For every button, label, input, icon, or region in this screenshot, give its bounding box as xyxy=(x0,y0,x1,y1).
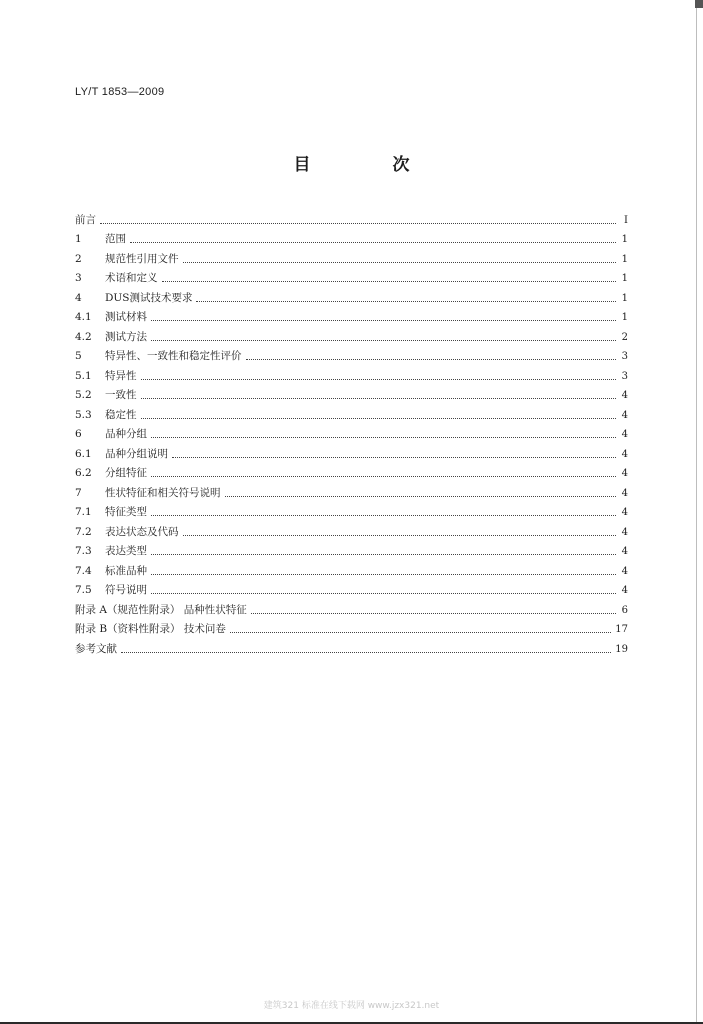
toc-entry[interactable] xyxy=(75,578,628,598)
toc-entry-page: 4 xyxy=(621,526,628,538)
toc-leader-dots xyxy=(230,631,611,633)
toc-leader-dots xyxy=(151,436,616,438)
toc-entry-title: DUS测试技术要求 xyxy=(105,291,193,304)
toc-entry-page: 4 xyxy=(621,390,628,401)
toc-entry-title: 测试材料 xyxy=(105,311,147,323)
toc-leader-dots xyxy=(246,358,617,360)
toc-entry-number: 6.1 xyxy=(75,447,92,460)
toc-leader-dots xyxy=(172,456,616,458)
toc-entry-number: 1 xyxy=(75,233,82,245)
toc-entry[interactable] xyxy=(75,597,628,617)
toc-entry-title: 规范性引用文件 xyxy=(105,252,179,265)
toc-leader-dots xyxy=(151,592,616,594)
toc-leader-dots xyxy=(183,261,617,263)
toc-leader-dots xyxy=(251,612,616,614)
toc-entry-number: 5.1 xyxy=(75,369,92,382)
toc-entry[interactable] xyxy=(75,539,628,559)
toc-entry-title: 性状特征和相关符号说明 xyxy=(105,486,221,499)
toc-entry-title: 品种分组 xyxy=(105,428,147,440)
toc-leader-dots xyxy=(151,319,616,321)
toc-entry-title: 品种分组说明 xyxy=(105,447,168,460)
toc-entry-title: 术语和定义 xyxy=(105,272,158,284)
toc-entry-page: 4 xyxy=(621,409,628,421)
toc-entry[interactable] xyxy=(75,480,628,500)
toc-entry-number: 7.2 xyxy=(75,525,92,538)
toc-entry[interactable] xyxy=(75,207,628,227)
standard-code: LY/T 1853—2009 xyxy=(75,86,165,98)
toc-entry-number: 4.2 xyxy=(75,330,92,343)
toc-entry-page: Ⅰ xyxy=(624,214,628,226)
toc-entry-page: 1 xyxy=(621,273,628,284)
toc-entry-title: 范围 xyxy=(105,233,126,245)
footer-watermark: 建筑321 标准在线下载网 www.jzx321.net xyxy=(263,1001,440,1011)
toc-entry-page: 3 xyxy=(621,370,628,382)
toc-entry-page: 4 xyxy=(621,565,628,577)
toc-entry-page: 4 xyxy=(621,487,628,499)
toc-entry-title: 特异性、一致性和稳定性评价 xyxy=(105,350,242,362)
toc-leader-dots xyxy=(151,339,616,341)
toc-entry[interactable] xyxy=(75,636,628,656)
toc-entry-page: 3 xyxy=(621,351,628,362)
toc-entry-title: 分组特征 xyxy=(105,467,147,479)
toc-leader-dots xyxy=(151,514,616,516)
toc-entry-number: 7.1 xyxy=(75,506,92,518)
toc-entry[interactable] xyxy=(75,461,628,481)
toc-entry-page: 17 xyxy=(615,624,628,635)
toc-entry[interactable] xyxy=(75,383,628,403)
toc-entry[interactable] xyxy=(75,402,628,422)
toc-entry-page: 1 xyxy=(621,292,628,304)
toc-entry-page: 6 xyxy=(621,604,628,616)
toc-entry[interactable] xyxy=(75,500,628,520)
toc-entry-number: 3 xyxy=(75,272,82,284)
toc-entry[interactable] xyxy=(75,285,628,305)
toc-leader-dots xyxy=(130,241,616,243)
toc-entry-page: 1 xyxy=(621,253,628,265)
toc-leader-dots xyxy=(141,378,617,380)
toc-entry-title: 附录 A（规范性附录） 品种性状特征 xyxy=(75,603,247,616)
toc-entry-page: 4 xyxy=(621,468,628,479)
toc-entry-page: 1 xyxy=(621,312,628,323)
toc-entry[interactable] xyxy=(75,344,628,364)
toc-entry[interactable] xyxy=(75,519,628,539)
toc-entry[interactable] xyxy=(75,227,628,247)
toc-entry-number: 5.2 xyxy=(75,389,92,401)
toc-entry[interactable] xyxy=(75,324,628,344)
toc-leader-dots xyxy=(151,553,616,555)
toc-entry-page: 1 xyxy=(621,234,628,245)
toc-leader-dots xyxy=(196,300,616,302)
toc-entry-number: 6.2 xyxy=(75,467,92,479)
toc-entry-number: 7.3 xyxy=(75,545,92,557)
toc-entry-number: 7.4 xyxy=(75,564,92,577)
toc-entry-number: 2 xyxy=(75,252,82,265)
toc-entry[interactable] xyxy=(75,363,628,383)
toc-entry-title: 测试方法 xyxy=(105,330,147,343)
toc-entry[interactable] xyxy=(75,617,628,637)
toc-entry-title: 表达状态及代码 xyxy=(105,525,179,538)
toc-entry-title: 附录 B（资料性附录） 技术问卷 xyxy=(75,623,226,635)
toc-entry-page: 2 xyxy=(621,331,628,343)
toc-entry-title: 标准品种 xyxy=(105,564,147,577)
toc-leader-dots xyxy=(151,475,616,477)
toc-entry-page: 4 xyxy=(621,507,628,518)
toc-leader-dots xyxy=(183,534,617,536)
toc-entry[interactable] xyxy=(75,441,628,461)
toc-entry[interactable] xyxy=(75,266,628,286)
table-of-contents xyxy=(75,207,628,656)
toc-entry-page: 4 xyxy=(621,585,628,596)
toc-entry[interactable] xyxy=(75,422,628,442)
toc-leader-dots xyxy=(225,495,617,497)
toc-leader-dots xyxy=(100,222,616,224)
toc-entry-number: 5 xyxy=(75,350,82,362)
toc-entry-number: 7 xyxy=(75,486,82,499)
toc-entry-number: 4.1 xyxy=(75,311,92,323)
toc-entry[interactable] xyxy=(75,305,628,325)
toc-entry-page: 4 xyxy=(621,546,628,557)
toc-leader-dots xyxy=(141,417,617,419)
page-corner-mark xyxy=(695,0,703,8)
toc-entry-title: 表达类型 xyxy=(105,545,147,557)
toc-entry-title: 前言 xyxy=(75,213,96,226)
toc-entry-title: 特异性 xyxy=(105,369,137,382)
toc-leader-dots xyxy=(162,280,617,282)
toc-entry[interactable] xyxy=(75,558,628,578)
toc-leader-dots xyxy=(121,651,611,653)
toc-entry-page: 4 xyxy=(621,429,628,440)
toc-leader-dots xyxy=(141,397,617,399)
page-title: 目 次 xyxy=(293,155,448,175)
toc-entry[interactable] xyxy=(75,246,628,266)
toc-entry-page: 19 xyxy=(615,643,628,655)
toc-entry-number: 6 xyxy=(75,428,82,440)
toc-leader-dots xyxy=(151,573,616,575)
toc-entry-title: 参考文献 xyxy=(75,642,117,655)
toc-entry-page: 4 xyxy=(621,448,628,460)
toc-entry-title: 一致性 xyxy=(105,389,137,401)
toc-entry-title: 特征类型 xyxy=(105,506,147,518)
toc-entry-number: 4 xyxy=(75,291,82,304)
toc-entry-number: 5.3 xyxy=(75,408,92,421)
toc-entry-number: 7.5 xyxy=(75,584,92,596)
toc-entry-title: 符号说明 xyxy=(105,584,147,596)
toc-entry-title: 稳定性 xyxy=(105,408,137,421)
